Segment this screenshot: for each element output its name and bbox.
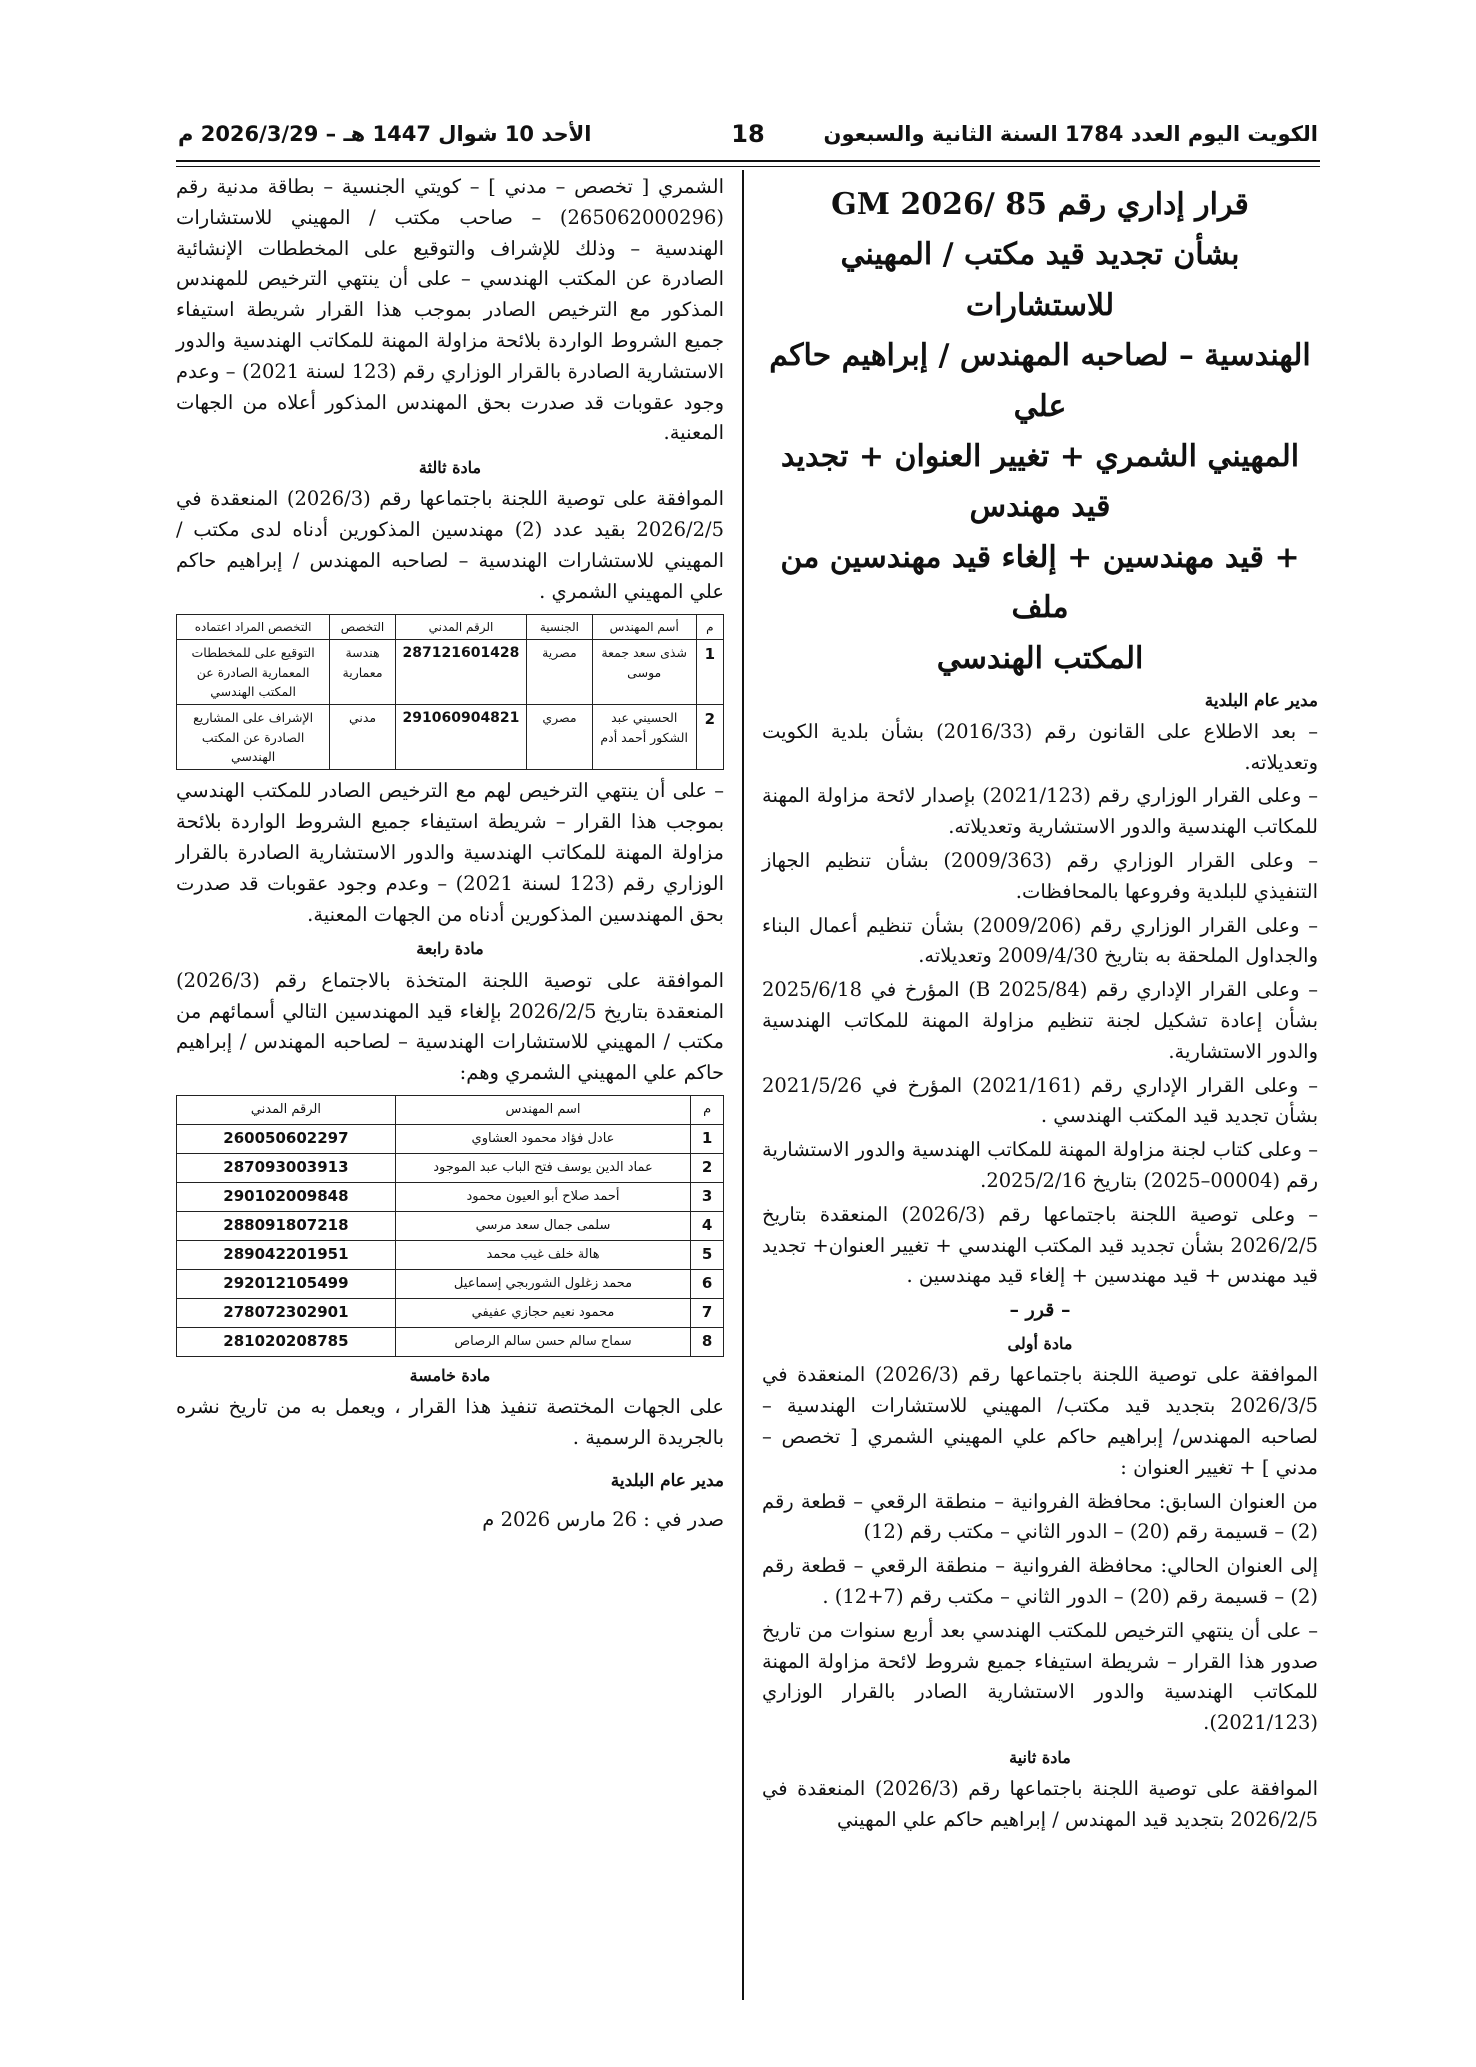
title-line: المهيني الشمري + تغيير العنوان + تجديد قيد مهندس (780, 438, 1300, 525)
engineer-name: هالة خلف غيب محمد (395, 1240, 690, 1269)
engineer-name: أحمد صلاح أبو العيون محمود (395, 1182, 690, 1211)
article-4-paragraph: الموافقة على توصية اللجنة المتخذة بالاجتماع رقم (2026/3) المنعقدة بتاريخ 2026/2/5 بإلغاء قيد المهندسين التالي أسمائهم من مكتب / المهيني للاستشارات الهندسية – لصاحبه المهندس / إبراهيم حاكم علي المهيني الشمري وهم: (176, 968, 724, 1085)
header-rule (176, 160, 1320, 162)
table-row (177, 1153, 724, 1182)
header-rule-thin (176, 166, 1320, 167)
table-row (177, 705, 724, 770)
article-1-paragraph: إلى العنوان الحالي: محافظة الفروانية – منطقة الرقعي – قطعة رقم (2) – قسيمة رقم (20) – الدور الثاني – مكتب رقم (7+12) . (762, 1554, 1318, 1608)
column-divider (742, 170, 744, 2000)
recital: – وعلى القرار الوزاري رقم (2009/206) بشأن تنظيم أعمال البناء والجداول الملحقة به بتاريخ 2009/4/30 وتعديلاته. (762, 913, 1318, 968)
engineer-name: سلمى جمال سعد مرسي (395, 1211, 690, 1240)
table-row (177, 640, 724, 705)
requested-specialty: الإشراف على المشاريع الصادرة عن المكتب الهندسي (177, 705, 330, 770)
table-row (177, 1182, 724, 1211)
decided-heading: – قرر – (1009, 1299, 1071, 1322)
title-line: المكتب الهندسي (936, 640, 1144, 676)
civil-id: 291060904821 (395, 705, 526, 770)
civil-id: 260050602297 (177, 1124, 396, 1153)
column-header: التخصص (330, 614, 396, 640)
specialty: مدني (330, 705, 396, 770)
recital: – وعلى توصية اللجنة باجتماعها رقم (2026/3) المنعقدة بتاريخ 2026/2/5 بشأن تجديد قيد المكتب الهندسي + تغيير العنوان+ تجديد قيد مهندس + قيد مهندسين + إلغاء قيد مهندسين . (762, 1202, 1318, 1288)
engineer-name: الحسيني عبد الشكور أحمد أدم (592, 705, 696, 770)
civil-id: 287093003913 (177, 1153, 396, 1182)
civil-id: 288091807218 (177, 1211, 396, 1240)
title-line: قرار إداري رقم 85 /GM 2026 (831, 187, 1249, 222)
article-1-paragraph: – على أن ينتهي الترخيص للمكتب الهندسي بعد أربع سنوات من تاريخ صدور هذا القرار – شريطة استيفاء جميع شروط لائحة مزاولة المهنة للمكاتب الهندسية والدور الاستشارية الصادر بالقرار الوزاري (2021/123). (762, 1618, 1318, 1735)
civil-id: 290102009848 (177, 1182, 396, 1211)
civil-id: 281020208785 (177, 1327, 396, 1356)
title-line: بشأن تجديد قيد مكتب / المهيني للاستشارات (840, 237, 1240, 323)
header-page-number: 18 (731, 120, 765, 148)
engineer-name: سماح سالم حسن سالم الرصاص (395, 1327, 690, 1356)
column-header: اسم المهندس (395, 1095, 690, 1124)
row-number: 2 (696, 705, 723, 770)
recital: – وعلى القرار الوزاري رقم (2021/123) بإصدار لائحة مزاولة المهنة للمكاتب الهندسية والدور الاستشارية وتعديلاته. (762, 784, 1318, 839)
article-2-continuation: الشمري [ تخصص – مدني ] – كويتي الجنسية – بطاقة مدنية رقم (265062000296) – صاحب مكتب / المهيني للاستشارات الهندسية – وذلك للإشراف والتوقيع على المخططات الإنشائية الصادرة عن المكتب الهندسي – على أن ينتهي الترخيص للمهندس المذكور مع الترخيص الصادر بموجب هذا القرار شريطة استيفاء جميع الشروط الواردة بلائحة مزاولة المهنة للمكاتب الهندسية والدور الاستشارية الصادرة بالقرار الوزاري رقم (123 لسنة 2021) – وعدم وجود عقوبات قد صدرت بحق المهندس المذكور أعلاه من الجهات المعنية. (176, 175, 724, 445)
column-header: الجنسية (527, 614, 593, 640)
nationality: مصري (527, 705, 593, 770)
engineers-added-table-wrap (176, 614, 724, 771)
table-row (177, 1211, 724, 1240)
specialty: هندسة معمارية (330, 640, 396, 705)
recital: – بعد الاطلاع على القانون رقم (2016/33) بشأن بلدية الكويت وتعديلاته. (762, 719, 1318, 774)
engineer-name: عادل فؤاد محمود العشاوي (395, 1124, 690, 1153)
table-row (177, 1124, 724, 1153)
engineers-removed-table-wrap (176, 1095, 724, 1357)
article-1-paragraph: من العنوان السابق: محافظة الفروانية – منطقة الرقعي – قطعة رقم (2) – قسيمة رقم (20) – الدور الثاني – مكتب رقم (12) (762, 1489, 1318, 1544)
table-header-row (177, 614, 724, 640)
column-header: م (696, 614, 723, 640)
row-number: 5 (691, 1240, 724, 1269)
recital: – وعلى القرار الإداري رقم (2021/161) المؤرخ في 2021/5/26 بشأن تجديد قيد المكتب الهندسي . (762, 1073, 1318, 1128)
title-line: الهندسية – لصاحبه المهندس / إبراهيم حاكم علي (769, 338, 1311, 424)
recital: – وعلى كتاب لجنة مزاولة المهنة للمكاتب الهندسية والدور الاستشارية رقم (00004–2025) بتاريخ 2025/2/16. (762, 1138, 1318, 1192)
engineers-removed-table (176, 1095, 724, 1357)
civil-id: 289042201951 (177, 1240, 396, 1269)
row-number: 1 (696, 640, 723, 705)
header-issue: الكويت اليوم العدد 1784 السنة الثانية والسبعون (823, 122, 1318, 146)
issue-date: صدر في : 26 مارس 2026 م (482, 1507, 724, 1531)
article-4-title: مادة رابعة (416, 939, 484, 959)
recital: – وعلى القرار الوزاري رقم (2009/363) بشأن تنظيم الجهاز التنفيذي للبلدية وفروعها بالمحافظات. (762, 848, 1318, 903)
column-header: الرقم المدني (177, 1095, 396, 1124)
signature: مدير عام البلدية (610, 1470, 724, 1491)
left-column (176, 172, 724, 1535)
column-header: م (691, 1095, 724, 1124)
row-number: 3 (691, 1182, 724, 1211)
nationality: مصرية (527, 640, 593, 705)
header-date: الأحد 10 شوال 1447 هـ – 2026/3/29 م (178, 122, 592, 146)
civil-id: 287121601428 (395, 640, 526, 705)
row-number: 8 (691, 1327, 724, 1356)
article-1-title: مادة أولى (1007, 1334, 1073, 1354)
row-number: 4 (691, 1211, 724, 1240)
row-number: 7 (691, 1298, 724, 1327)
row-number: 1 (691, 1124, 724, 1153)
decision-title (762, 180, 1318, 684)
article-5-title: مادة خامسة (409, 1365, 491, 1385)
civil-id: 278072302901 (177, 1298, 396, 1327)
column-header: الرقم المدني (395, 614, 526, 640)
engineer-name: محمود نعيم حجازي عفيفي (395, 1298, 690, 1327)
article-2-paragraph: الموافقة على توصية اللجنة باجتماعها رقم (2026/3) المنعقدة في 2026/2/5 بتجديد قيد المهندس / إبراهيم حاكم علي المهيني (762, 1777, 1318, 1832)
column-header: التخصص المراد اعتماده (177, 614, 330, 640)
issuer: مدير عام البلدية (1204, 690, 1318, 711)
article-3-note: – على أن ينتهي الترخيص لهم مع الترخيص الصادر للمكتب الهندسي بموجب هذا القرار – شريطة استيفاء جميع الشروط الواردة بلائحة مزاولة المهنة للمكاتب الهندسية والدور الاستشارية الصادرة بالقرار الوزاري رقم (123 لسنة 2021) – وعدم وجود عقوبات قد صدرت بحق المهندسين المذكورين أدناه من الجهات المعنية. (176, 779, 724, 926)
article-5-paragraph: على الجهات المختصة تنفيذ هذا القرار ، ويعمل به من تاريخ نشره بالجريدة الرسمية . (176, 1395, 724, 1449)
column-header: أسم المهندس (592, 614, 696, 640)
article-1-paragraph: الموافقة على توصية اللجنة باجتماعها رقم (2026/3) المنعقدة في 2026/3/5 بتجديد قيد مكتب/ المهيني للاستشارات الهندسية – لصاحبه المهندس/ إبراهيم حاكم علي المهيني الشمري [ تخصص – مدني ] + تغيير العنوان : (762, 1363, 1318, 1479)
engineer-name: عماد الدين يوسف فتح الباب عبد الموجود (395, 1153, 690, 1182)
engineer-name: محمد زغلول الشوربجي إسماعيل (395, 1269, 690, 1298)
requested-specialty: التوقيع على للمخططات المعمارية الصادرة عن المكتب الهندسي (177, 640, 330, 705)
table-row (177, 1298, 724, 1327)
article-2-title: مادة ثانية (1009, 1747, 1071, 1767)
article-3-title: مادة ثالثة (418, 458, 482, 478)
table-row (177, 1269, 724, 1298)
table-row (177, 1327, 724, 1356)
table-header-row (177, 1095, 724, 1124)
table-row (177, 1240, 724, 1269)
recital: – وعلى القرار الإداري رقم (B 2025/84) المؤرخ في 2025/6/18 بشأن إعادة تشكيل لجنة تنظيم مزاولة المهنة للمكاتب الهندسية والدور الاستشارية. (762, 978, 1318, 1063)
civil-id: 292012105499 (177, 1269, 396, 1298)
engineers-added-table (176, 614, 724, 771)
right-column (762, 172, 1318, 1839)
page-header (178, 118, 1318, 154)
row-number: 2 (691, 1153, 724, 1182)
engineer-name: شذى سعد جمعة موسى (592, 640, 696, 705)
row-number: 6 (691, 1269, 724, 1298)
title-line: + قيد مهندسين + إلغاء قيد مهندسين من ملف (780, 539, 1300, 626)
article-3-paragraph: الموافقة على توصية اللجنة باجتماعها رقم (2026/3) المنعقدة في 2026/2/5 بقيد عدد (2) مهندسين المذكورين أدناه لدى مكتب / المهيني للاستشارات الهندسية – لصاحبه المهندس / إبراهيم حاكم علي المهيني الشمري . (176, 487, 724, 603)
